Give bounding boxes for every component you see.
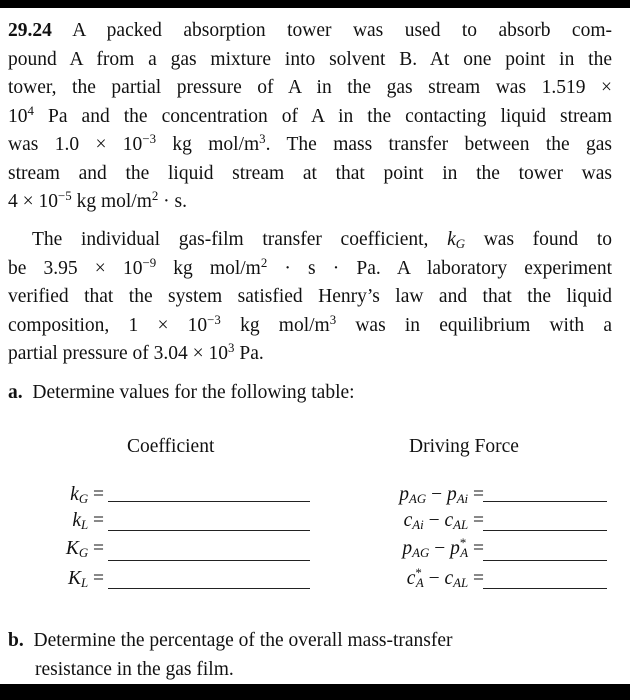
df-liquid-blank[interactable] (483, 530, 607, 531)
para2-line-4: composition, $1 \times 10^{-3}$ kg mol/$m^3$ was in equilibrium with a (8, 312, 612, 336)
df-gas-blank[interactable] (483, 501, 607, 502)
coef-kG-blank[interactable] (108, 501, 310, 502)
coef-kG-label: $k_G$ = (70, 484, 104, 507)
statement-line-6: stream and the liquid stream at that point in the tower was (8, 162, 612, 184)
para2-line-2: be $3.95 \times 10^{-9}$ kg mol/$m^2 \cdot s \cdot Pa$. A laboratory experiment (8, 255, 612, 279)
coef-KL-blank[interactable] (108, 588, 310, 589)
statement-line-3: tower, the partial pressure of A in the gas stream was 1.519 × (8, 77, 612, 98)
textbook-page (0, 8, 630, 684)
df-overall-gas-label: $p_{AG} - p^*_A$ = (402, 535, 484, 561)
problem-statement (8, 17, 612, 217)
part-b-text-line2: resistance in the gas film. (35, 658, 234, 680)
statement-line-1: 29.24 A packed absorption tower was used to absorb com- (8, 20, 612, 41)
second-paragraph (8, 226, 612, 369)
coef-KG-blank[interactable] (108, 560, 310, 561)
part-b-label: b. (8, 630, 24, 651)
statement-line-4: $10^4$ Pa and the concentration of A in the contacting liquid stream (8, 103, 612, 127)
driving-force-header: Driving Force (409, 436, 519, 457)
statement-line-7: $4 \times 10^{-5}$ kg mol/$m^2 \cdot s$. (8, 188, 188, 212)
para2-line-1: The individual gas-film transfer coefficient, $k_G$ was found to (32, 229, 612, 252)
df-overall-gas-blank[interactable] (483, 560, 607, 561)
df-overall-liquid-label: $c^*_A - c_{AL}$ = (406, 565, 484, 591)
statement-line-2: pound A from a gas mixture into solvent B. At one point in the (8, 48, 612, 70)
coef-kL-blank[interactable] (108, 530, 310, 531)
part-b-text-line1: Determine the percentage of the overall mass-transfer (33, 630, 453, 651)
df-liquid-label: $c_{Ai} - c_{AL}$ = (403, 510, 484, 533)
para2-line-5: partial pressure of $3.04 \times 10^3$ Pa. (8, 340, 264, 364)
part-a-text: Determine values for the following table: (32, 382, 355, 403)
coef-KG-label: $K_G$ = (65, 538, 104, 561)
coef-kL-label: $k_L$ = (72, 510, 104, 533)
para2-line-3: verified that the system satisfied Henry’s law and that the liquid (8, 286, 612, 307)
df-overall-liquid-blank[interactable] (483, 588, 607, 589)
part-a-prompt (8, 379, 612, 408)
coef-KL-label: $K_L$ = (67, 568, 104, 591)
part-a-label: a. (8, 382, 23, 403)
problem-number: 29.24 (8, 20, 52, 41)
statement-line-5: was $1.0 \times 10^{-3}$ kg mol/$m^3$. The mass transfer between the gas (8, 131, 613, 155)
df-gas-label: $p_{AG} - p_{Ai}$ = (399, 484, 484, 507)
part-b-prompt (8, 627, 612, 684)
coefficient-header: Coefficient (127, 436, 215, 457)
